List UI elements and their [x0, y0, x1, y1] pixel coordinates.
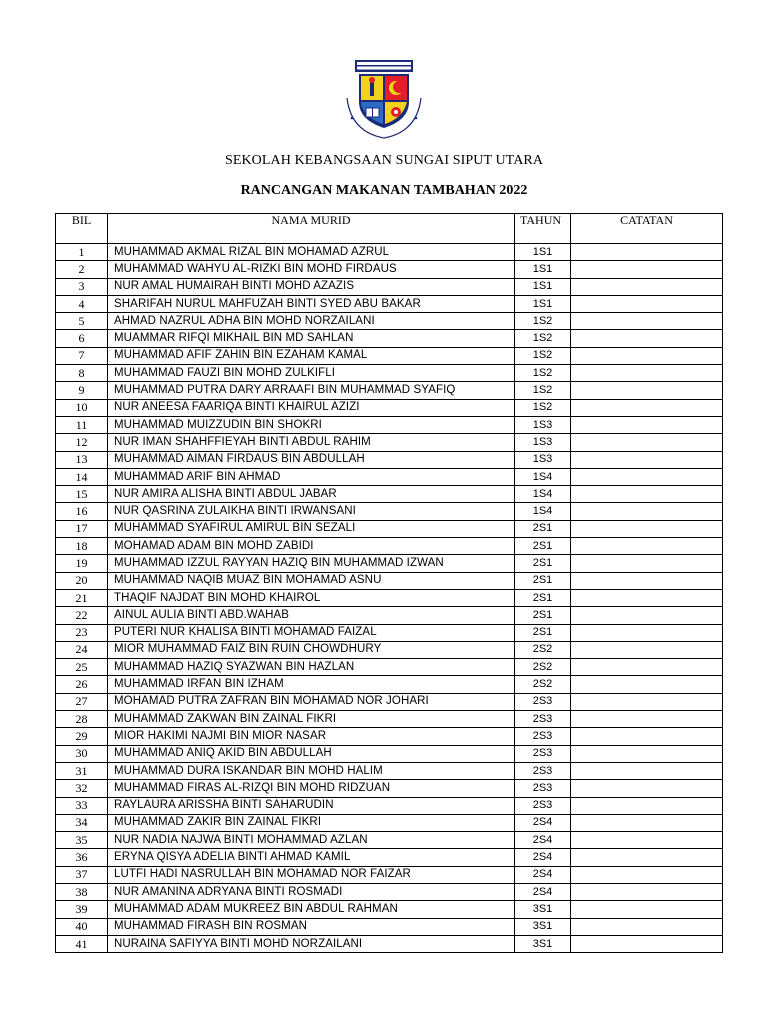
- student-name-cell: NUR AMANINA ADRYANA BINTI ROSMADI: [108, 883, 515, 900]
- table-row: [56, 693, 723, 710]
- table-row: [56, 935, 723, 952]
- row-number-cell: 5: [56, 313, 108, 330]
- row-number-cell: 7: [56, 347, 108, 364]
- remarks-cell: [571, 295, 723, 312]
- remarks-cell: [571, 728, 723, 745]
- class-cell: 1S2: [515, 347, 571, 364]
- remarks-cell: [571, 399, 723, 416]
- table-row: [56, 313, 723, 330]
- row-number-cell: 19: [56, 555, 108, 572]
- student-name-cell: MUHAMMAD ZAKIR BIN ZAINAL FIKRI: [108, 814, 515, 831]
- row-number-cell: 24: [56, 641, 108, 658]
- remarks-cell: [571, 503, 723, 520]
- row-number-cell: 23: [56, 624, 108, 641]
- remarks-cell: [571, 883, 723, 900]
- class-cell: 1S3: [515, 416, 571, 433]
- row-number-cell: 17: [56, 520, 108, 537]
- student-name-cell: MOHAMAD PUTRA ZAFRAN BIN MOHAMAD NOR JOHARI: [108, 693, 515, 710]
- student-name-cell: RAYLAURA ARISSHA BINTI SAHARUDIN: [108, 797, 515, 814]
- class-cell: 1S1: [515, 261, 571, 278]
- class-cell: 2S1: [515, 572, 571, 589]
- class-cell: 3S1: [515, 918, 571, 935]
- remarks-cell: [571, 624, 723, 641]
- remarks-cell: [571, 313, 723, 330]
- class-cell: 3S1: [515, 901, 571, 918]
- row-number-cell: 36: [56, 849, 108, 866]
- table-row: [56, 555, 723, 572]
- class-cell: 2S3: [515, 711, 571, 728]
- row-number-cell: 6: [56, 330, 108, 347]
- student-name-cell: MUHAMMAD FIRAS AL-RIZQI BIN MOHD RIDZUAN: [108, 780, 515, 797]
- school-crest-logo: [343, 58, 425, 142]
- student-name-cell: MUHAMMAD IRFAN BIN IZHAM: [108, 676, 515, 693]
- table-row: [56, 261, 723, 278]
- remarks-cell: [571, 468, 723, 485]
- class-cell: 2S2: [515, 641, 571, 658]
- student-name-cell: MUHAMMAD FAUZI BIN MOHD ZULKIFLI: [108, 365, 515, 382]
- row-number-cell: 20: [56, 572, 108, 589]
- student-name-cell: MUHAMMAD AFIF ZAHIN BIN EZAHAM KAMAL: [108, 347, 515, 364]
- remarks-cell: [571, 762, 723, 779]
- column-header-catatan: CATATAN: [571, 214, 723, 244]
- student-name-cell: MUHAMMAD ADAM MUKREEZ BIN ABDUL RAHMAN: [108, 901, 515, 918]
- remarks-cell: [571, 711, 723, 728]
- student-name-cell: NUR ANEESA FAARIQA BINTI KHAIRUL AZIZI: [108, 399, 515, 416]
- row-number-cell: 25: [56, 659, 108, 676]
- table-row: [56, 572, 723, 589]
- row-number-cell: 12: [56, 434, 108, 451]
- class-cell: 1S3: [515, 434, 571, 451]
- student-name-cell: MUHAMMAD AIMAN FIRDAUS BIN ABDULLAH: [108, 451, 515, 468]
- class-cell: 2S2: [515, 676, 571, 693]
- row-number-cell: 21: [56, 589, 108, 606]
- row-number-cell: 31: [56, 762, 108, 779]
- row-number-cell: 26: [56, 676, 108, 693]
- row-number-cell: 37: [56, 866, 108, 883]
- table-row: [56, 780, 723, 797]
- row-number-cell: 41: [56, 935, 108, 952]
- student-name-cell: AINUL AULIA BINTI ABD.WAHAB: [108, 607, 515, 624]
- remarks-cell: [571, 918, 723, 935]
- class-cell: 3S1: [515, 935, 571, 952]
- row-number-cell: 2: [56, 261, 108, 278]
- student-name-cell: MUHAMMAD AKMAL RIZAL BIN MOHAMAD AZRUL: [108, 244, 515, 261]
- student-name-cell: MUHAMMAD MUIZZUDIN BIN SHOKRI: [108, 416, 515, 433]
- class-cell: 1S2: [515, 399, 571, 416]
- table-row: [56, 538, 723, 555]
- row-number-cell: 10: [56, 399, 108, 416]
- table-row: [56, 676, 723, 693]
- remarks-cell: [571, 866, 723, 883]
- student-name-cell: ERYNA QISYA ADELIA BINTI AHMAD KAMIL: [108, 849, 515, 866]
- student-list-table: [55, 213, 723, 953]
- document-title: RANCANGAN MAKANAN TAMBAHAN 2022: [240, 183, 528, 198]
- table-row: [56, 468, 723, 485]
- remarks-cell: [571, 261, 723, 278]
- remarks-cell: [571, 538, 723, 555]
- class-cell: 2S1: [515, 520, 571, 537]
- remarks-cell: [571, 797, 723, 814]
- student-name-cell: NUR AMIRA ALISHA BINTI ABDUL JABAR: [108, 486, 515, 503]
- table-row: [56, 434, 723, 451]
- class-cell: 2S2: [515, 659, 571, 676]
- row-number-cell: 33: [56, 797, 108, 814]
- table-row: [56, 814, 723, 831]
- row-number-cell: 14: [56, 468, 108, 485]
- row-number-cell: 13: [56, 451, 108, 468]
- row-number-cell: 38: [56, 883, 108, 900]
- table-row: [56, 278, 723, 295]
- class-cell: 2S4: [515, 866, 571, 883]
- class-cell: 2S4: [515, 832, 571, 849]
- student-name-cell: MUHAMMAD PUTRA DARY ARRAAFI BIN MUHAMMAD SYAFIQ: [108, 382, 515, 399]
- table-row: [56, 607, 723, 624]
- remarks-cell: [571, 365, 723, 382]
- table-row: [56, 711, 723, 728]
- student-name-cell: THAQIF NAJDAT BIN MOHD KHAIROL: [108, 589, 515, 606]
- class-cell: 2S1: [515, 538, 571, 555]
- table-row: [56, 901, 723, 918]
- class-cell: 2S3: [515, 693, 571, 710]
- remarks-cell: [571, 330, 723, 347]
- remarks-cell: [571, 745, 723, 762]
- student-name-cell: MUHAMMAD ZAKWAN BIN ZAINAL FIKRI: [108, 711, 515, 728]
- row-number-cell: 34: [56, 814, 108, 831]
- remarks-cell: [571, 676, 723, 693]
- student-name-cell: MUHAMMAD NAQIB MUAZ BIN MOHAMAD ASNU: [108, 572, 515, 589]
- student-name-cell: NUR AMAL HUMAIRAH BINTI MOHD AZAZIS: [108, 278, 515, 295]
- remarks-cell: [571, 555, 723, 572]
- row-number-cell: 18: [56, 538, 108, 555]
- table-row: [56, 503, 723, 520]
- student-name-cell: NUR QASRINA ZULAIKHA BINTI IRWANSANI: [108, 503, 515, 520]
- row-number-cell: 1: [56, 244, 108, 261]
- student-name-cell: NUR NADIA NAJWA BINTI MOHAMMAD AZLAN: [108, 832, 515, 849]
- student-name-cell: SHARIFAH NURUL MAHFUZAH BINTI SYED ABU BAKAR: [108, 295, 515, 312]
- remarks-cell: [571, 659, 723, 676]
- student-name-cell: NUR IMAN SHAHFFIEYAH BINTI ABDUL RAHIM: [108, 434, 515, 451]
- remarks-cell: [571, 347, 723, 364]
- table-row: [56, 883, 723, 900]
- table-row: [56, 330, 723, 347]
- student-name-cell: PUTERI NUR KHALISA BINTI MOHAMAD FAIZAL: [108, 624, 515, 641]
- table-row: [56, 797, 723, 814]
- class-cell: 2S4: [515, 814, 571, 831]
- class-cell: 2S3: [515, 780, 571, 797]
- table-row: [56, 347, 723, 364]
- row-number-cell: 30: [56, 745, 108, 762]
- table-row: [56, 451, 723, 468]
- remarks-cell: [571, 901, 723, 918]
- row-number-cell: 27: [56, 693, 108, 710]
- student-name-cell: NURAINA SAFIYYA BINTI MOHD NORZAILANI: [108, 935, 515, 952]
- class-cell: 2S4: [515, 849, 571, 866]
- row-number-cell: 39: [56, 901, 108, 918]
- student-name-cell: AHMAD NAZRUL ADHA BIN MOHD NORZAILANI: [108, 313, 515, 330]
- remarks-cell: [571, 486, 723, 503]
- column-header-nama-murid: NAMA MURID: [108, 214, 515, 244]
- remarks-cell: [571, 693, 723, 710]
- table-row: [56, 416, 723, 433]
- table-row: [56, 382, 723, 399]
- table-body: [56, 244, 723, 953]
- table-row: [56, 728, 723, 745]
- class-cell: 1S4: [515, 468, 571, 485]
- class-cell: 1S4: [515, 503, 571, 520]
- student-name-cell: MUHAMMAD ARIF BIN AHMAD: [108, 468, 515, 485]
- row-number-cell: 16: [56, 503, 108, 520]
- class-cell: 1S1: [515, 295, 571, 312]
- table-row: [56, 365, 723, 382]
- table-row: [56, 866, 723, 883]
- class-cell: 1S4: [515, 486, 571, 503]
- row-number-cell: 9: [56, 382, 108, 399]
- class-cell: 1S1: [515, 244, 571, 261]
- student-name-cell: MUHAMMAD SYAFIRUL AMIRUL BIN SEZALI: [108, 520, 515, 537]
- table-row: [56, 849, 723, 866]
- row-number-cell: 3: [56, 278, 108, 295]
- class-cell: 2S3: [515, 728, 571, 745]
- class-cell: 2S1: [515, 555, 571, 572]
- student-name-cell: MUHAMMAD ANIQ AKID BIN ABDULLAH: [108, 745, 515, 762]
- table-row: [56, 641, 723, 658]
- class-cell: 2S4: [515, 883, 571, 900]
- class-cell: 1S2: [515, 382, 571, 399]
- student-name-cell: MOHAMAD ADAM BIN MOHD ZABIDI: [108, 538, 515, 555]
- class-cell: 2S3: [515, 762, 571, 779]
- row-number-cell: 22: [56, 607, 108, 624]
- remarks-cell: [571, 589, 723, 606]
- student-name-cell: MUHAMMAD IZZUL RAYYAN HAZIQ BIN MUHAMMAD IZWAN: [108, 555, 515, 572]
- row-number-cell: 35: [56, 832, 108, 849]
- remarks-cell: [571, 849, 723, 866]
- column-header-bil: BIL: [56, 214, 108, 244]
- row-number-cell: 11: [56, 416, 108, 433]
- class-cell: 2S3: [515, 797, 571, 814]
- table-row: [56, 832, 723, 849]
- remarks-cell: [571, 416, 723, 433]
- table-row: [56, 486, 723, 503]
- class-cell: 1S2: [515, 330, 571, 347]
- table-row: [56, 745, 723, 762]
- class-cell: 2S1: [515, 607, 571, 624]
- remarks-cell: [571, 278, 723, 295]
- remarks-cell: [571, 520, 723, 537]
- remarks-cell: [571, 780, 723, 797]
- student-name-cell: MUHAMMAD WAHYU AL-RIZKI BIN MOHD FIRDAUS: [108, 261, 515, 278]
- class-cell: 2S1: [515, 589, 571, 606]
- student-name-cell: MUHAMMAD HAZIQ SYAZWAN BIN HAZLAN: [108, 659, 515, 676]
- remarks-cell: [571, 382, 723, 399]
- table-row: [56, 918, 723, 935]
- remarks-cell: [571, 641, 723, 658]
- row-number-cell: 15: [56, 486, 108, 503]
- student-name-cell: LUTFI HADI NASRULLAH BIN MOHAMAD NOR FAIZAR: [108, 866, 515, 883]
- student-name-cell: MIOR HAKIMI NAJMI BIN MIOR NASAR: [108, 728, 515, 745]
- student-name-cell: MIOR MUHAMMAD FAIZ BIN RUIN CHOWDHURY: [108, 641, 515, 658]
- table-row: [56, 624, 723, 641]
- student-name-cell: MUHAMMAD FIRASH BIN ROSMAN: [108, 918, 515, 935]
- table-row: [56, 295, 723, 312]
- remarks-cell: [571, 607, 723, 624]
- remarks-cell: [571, 935, 723, 952]
- class-cell: 1S2: [515, 313, 571, 330]
- class-cell: 1S3: [515, 451, 571, 468]
- row-number-cell: 4: [56, 295, 108, 312]
- row-number-cell: 32: [56, 780, 108, 797]
- table-row: [56, 762, 723, 779]
- table-row: [56, 244, 723, 261]
- student-name-cell: MUHAMMAD DURA ISKANDAR BIN MOHD HALIM: [108, 762, 515, 779]
- table-row: [56, 520, 723, 537]
- row-number-cell: 40: [56, 918, 108, 935]
- remarks-cell: [571, 451, 723, 468]
- remarks-cell: [571, 572, 723, 589]
- remarks-cell: [571, 814, 723, 831]
- class-cell: 2S3: [515, 745, 571, 762]
- table-row: [56, 399, 723, 416]
- class-cell: 1S1: [515, 278, 571, 295]
- school-name: SEKOLAH KEBANGSAAN SUNGAI SIPUT UTARA: [224, 153, 544, 168]
- table-row: [56, 659, 723, 676]
- remarks-cell: [571, 244, 723, 261]
- row-number-cell: 8: [56, 365, 108, 382]
- row-number-cell: 28: [56, 711, 108, 728]
- table-header-row: [56, 214, 723, 244]
- student-name-cell: MUAMMAR RIFQI MIKHAIL BIN MD SAHLAN: [108, 330, 515, 347]
- row-number-cell: 29: [56, 728, 108, 745]
- class-cell: 1S2: [515, 365, 571, 382]
- column-header-tahun: TAHUN: [515, 214, 571, 244]
- table-row: [56, 589, 723, 606]
- remarks-cell: [571, 434, 723, 451]
- remarks-cell: [571, 832, 723, 849]
- class-cell: 2S1: [515, 624, 571, 641]
